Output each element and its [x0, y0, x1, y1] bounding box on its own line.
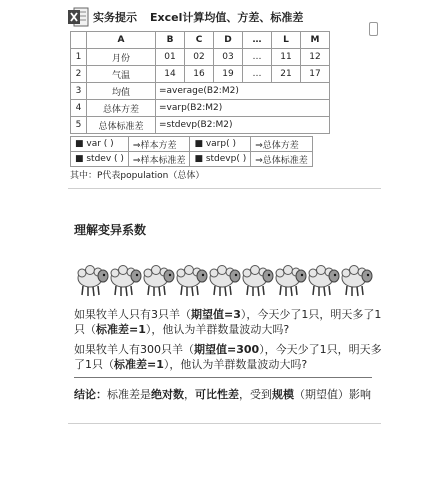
row-number: 2 [71, 66, 87, 83]
table-cell: 气温 [87, 66, 156, 83]
row-number: 4 [71, 100, 87, 117]
table-cell: 17 [301, 66, 330, 83]
formula-cell: =stdevp(B2:M2) [156, 117, 330, 134]
row-number: 3 [71, 83, 87, 100]
table-row [71, 66, 330, 83]
section-title: 理解变异系数 [74, 223, 147, 237]
text: 标准差是 [107, 388, 151, 401]
excel-icon [67, 6, 89, 28]
text: ），他认为羊群数量波动大吗? [145, 323, 290, 336]
emphasis: 标准差=1 [96, 323, 146, 336]
table-cell: C [185, 32, 214, 49]
table-header-row [71, 32, 330, 49]
emphasis: 可比性差 [195, 388, 239, 401]
legend-row [71, 137, 313, 152]
page-title: Excel计算均值、方差、标准差 [150, 11, 304, 24]
emphasis: 绝对数 [151, 388, 184, 401]
tip-label: 实务提示 [93, 11, 137, 24]
row-number: 1 [71, 49, 87, 66]
legend-row [71, 152, 313, 167]
text: 如果牧羊人有300只羊（ [74, 343, 194, 356]
spreadsheet-table [70, 31, 330, 134]
sheep-illustration [74, 258, 374, 300]
table-row [71, 83, 330, 100]
legend-cell: ■ varp( ) [190, 137, 251, 152]
divider [68, 423, 381, 424]
table-cell: 总体方差 [87, 100, 156, 117]
table-cell: 12 [301, 49, 330, 66]
table-cell: … [243, 66, 272, 83]
legend-cell: ■ stdev ( ) [71, 152, 129, 167]
population-note: 其中：P代表population（总体） [70, 171, 205, 181]
emphasis: 规模 [272, 388, 294, 401]
table-cell: 14 [156, 66, 185, 83]
legend-cell: ■ stdevp( ) [190, 152, 251, 167]
text: ，受到 [239, 388, 272, 401]
legend-cell: ■ var ( ) [71, 137, 129, 152]
scroll-handle[interactable] [369, 22, 378, 36]
formula-cell: =varp(B2:M2) [156, 100, 330, 117]
table-cell: 16 [185, 66, 214, 83]
legend-cell: ⇒总体方差 [251, 137, 313, 152]
table-row [71, 100, 330, 117]
table-cell: … [243, 32, 272, 49]
divider [68, 188, 381, 189]
table-row [71, 49, 330, 66]
legend-cell: ⇒总体标准差 [251, 152, 313, 167]
table-cell: 均值 [87, 83, 156, 100]
legend-cell: ⇒样本方差 [128, 137, 190, 152]
text: 如果牧羊人只有3只羊（ [74, 308, 191, 321]
row-number: 5 [71, 117, 87, 134]
text: （期望值）影响 [294, 388, 371, 401]
table-cell: M [301, 32, 330, 49]
table-cell: … [243, 49, 272, 66]
text: ），今天少了1只，明天多了1只（ [74, 343, 382, 371]
text: ），他认为羊群数量波动大吗? [163, 358, 308, 371]
table-cell: 03 [214, 49, 243, 66]
function-legend [70, 136, 313, 167]
table-cell: A [87, 32, 156, 49]
table-cell: 21 [272, 66, 301, 83]
table-cell: 11 [272, 49, 301, 66]
conclusion-label: 结论： [74, 388, 107, 401]
table-cell: 月份 [87, 49, 156, 66]
table-row [71, 117, 330, 134]
table-cell: 19 [214, 66, 243, 83]
divider [74, 377, 372, 378]
table-cell: 01 [156, 49, 185, 66]
legend-cell: ⇒样本标准差 [128, 152, 190, 167]
table-cell: 02 [185, 49, 214, 66]
text: ， [184, 388, 195, 401]
text: ），今天少了1只，明天多了1只（ [74, 308, 382, 336]
formula-cell: =average(B2:M2) [156, 83, 330, 100]
conclusion [74, 386, 371, 402]
table-cell: D [214, 32, 243, 49]
table-cell: 总体标准差 [87, 117, 156, 134]
table-cell [71, 32, 87, 49]
table-cell: L [272, 32, 301, 49]
table-cell: B [156, 32, 185, 49]
emphasis: 期望值=3 [191, 308, 241, 321]
emphasis: 标准差=1 [114, 358, 164, 371]
paragraph-3-sheep [74, 307, 384, 337]
paragraph-300-sheep [74, 342, 384, 372]
emphasis: 期望值=300 [194, 343, 260, 356]
